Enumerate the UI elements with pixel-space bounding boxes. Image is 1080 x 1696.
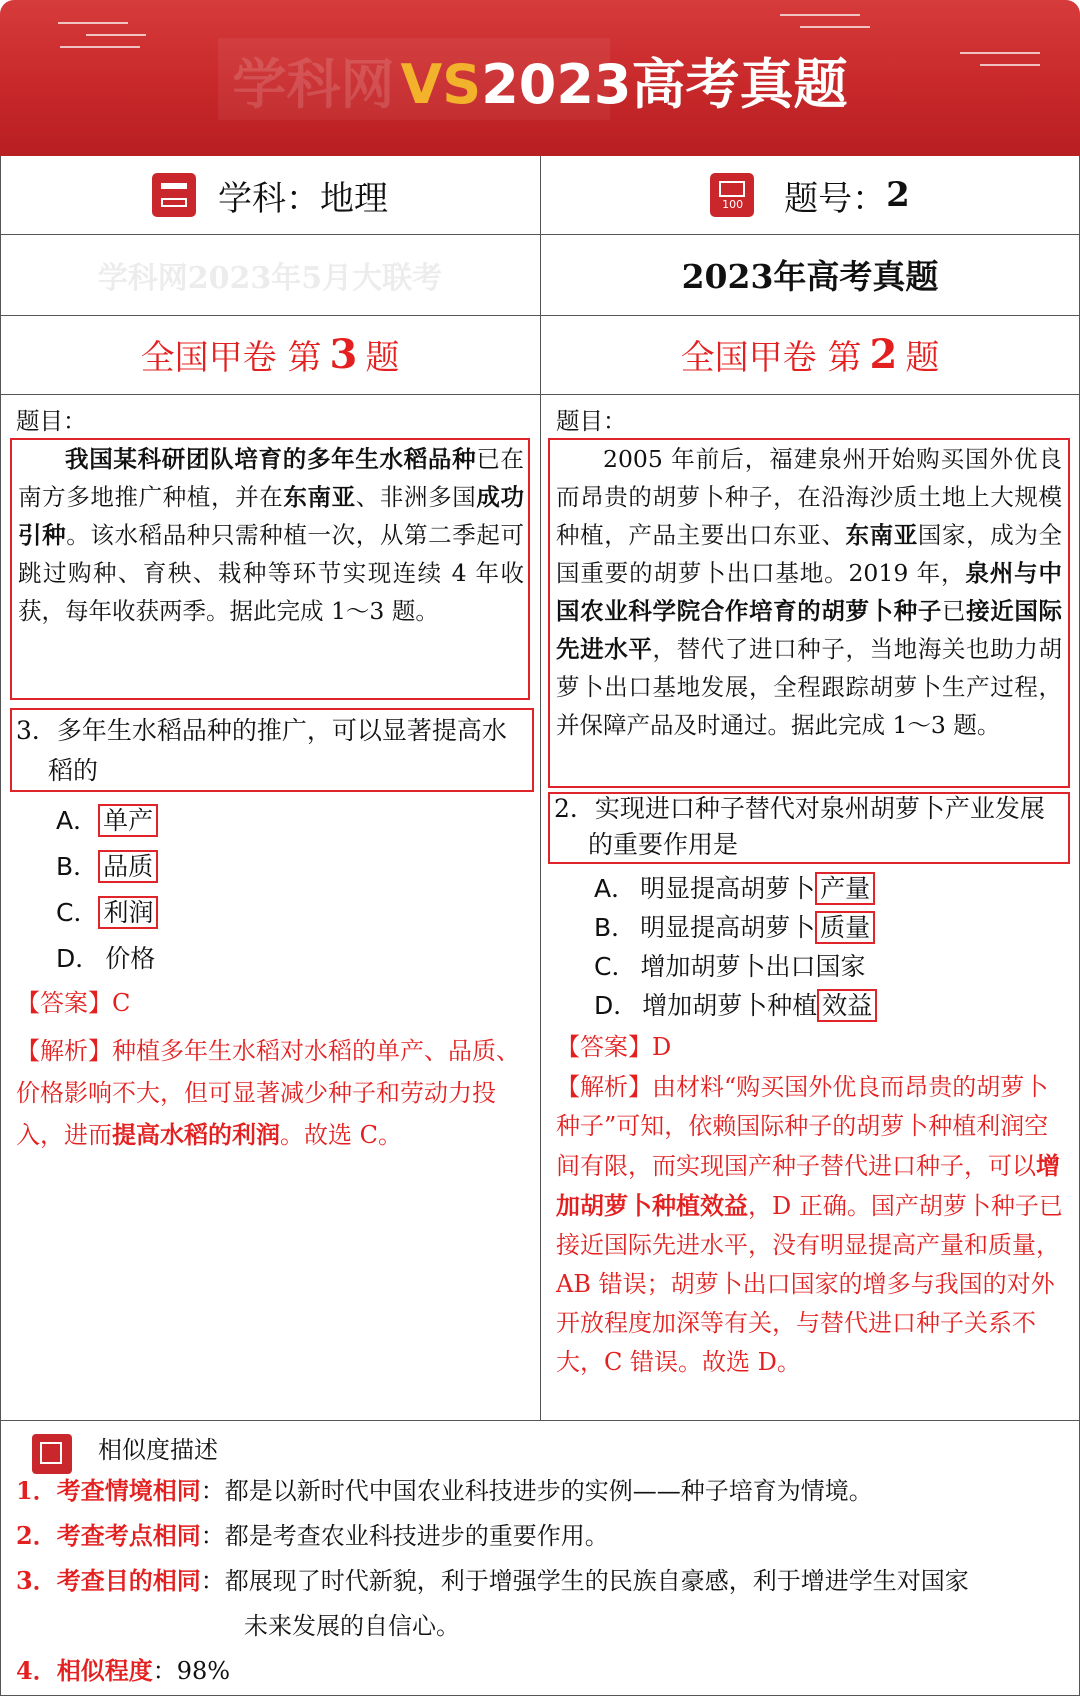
left-question-line1: 3．多年生水稻品种的推广，可以显著提高水	[16, 716, 507, 745]
subject-label: 学科：	[218, 178, 320, 219]
left-paper-number: 3	[329, 331, 358, 378]
left-option-b: B． 品质	[56, 848, 158, 886]
left-passage: 我国某科研团队培育的多年生水稻品种已在南方多地推广种植，并在东南亚、非洲多国成功引种。该水稻品种只需种植一次，从第二季起可跳过购种、育秧、栽种等环节实现连续 4 年收获，每年收获两季。据此完成 1～3 题。	[18, 445, 525, 625]
similarity-item: 2．考查考点相同：都是考查农业科技进步的重要作用。	[16, 1521, 609, 1550]
left-question-line2: 稻的	[48, 756, 99, 785]
left-paper-title	[0, 315, 540, 394]
similarity-item: 4．相似程度：98%	[16, 1656, 231, 1685]
book-icon	[152, 173, 196, 217]
similarity-item: 1．考查情境相同：都是以新时代中国农业科技进步的实例——种子培育为情境。	[16, 1476, 873, 1505]
left-paper-suffix: 题	[365, 338, 400, 378]
right-paper-number: 2	[869, 331, 898, 378]
right-paper-title	[540, 315, 1080, 394]
right-option-a: A． 明显提高胡萝卜 产量	[594, 870, 875, 908]
banner-main-title: 2023高考真题	[481, 53, 848, 116]
similarity-item: 3．考查目的相同：都展现了时代新貌，利于增强学生的民族自豪感，利于增进学生对国家	[16, 1566, 969, 1595]
left-option-d: D． 价格	[56, 944, 156, 973]
left-question-label: 题目：	[16, 407, 87, 435]
cloud-decoration	[58, 22, 128, 24]
header-banner	[0, 0, 1080, 156]
banner-vs: VS	[400, 53, 482, 116]
left-option-c: C． 利润	[56, 894, 158, 932]
right-question-line1: 2．实现进口种子替代对泉州胡萝卜产业发展	[554, 794, 1045, 823]
right-passage: 2005 年前后，福建泉州开始购买国外优良而昂贵的胡萝卜种子，在沿海沙质土地上大规模种植，产品主要出口东亚、东南亚国家，成为全国重要的胡萝卜出口基地。2019 年，泉州与中国农业科学院合作培育的胡萝卜种子已接近国际先进水平，替代了进口种子，当地海关也助力胡萝卜出口基地发展，全程跟踪胡萝卜生产过程，并保障产品及时通过。据此完成 1～3 题。	[556, 445, 1062, 739]
right-option-c: C． 增加胡萝卜出口国家	[594, 952, 866, 981]
similarity-title: 相似度描述	[98, 1436, 218, 1464]
banner-title	[0, 42, 1080, 119]
right-paper-prefix: 全国甲卷 第	[680, 338, 862, 378]
question-number-cell	[540, 156, 1080, 234]
left-option-a: A． 单产	[56, 802, 158, 840]
right-analysis: 【解析】由材料“购买国外优良而昂贵的胡萝卜种子”可知，依赖国际种子的胡萝卜种植利润空间有限，而实现国产种子替代进口种子，可以增加胡萝卜种植效益，D 正确。国产胡萝卜种子已接近国际先进水平，没有明显提高产量和质量，AB 错误；胡萝卜出口国家的增多与我国的对外开放程度加深等有关，与替代进口种子关系不大，C 错误。故选 D。	[556, 1073, 1063, 1376]
right-question-line2: 的重要作用是	[588, 830, 739, 859]
left-paper-prefix: 全国甲卷 第	[140, 338, 322, 378]
subject-cell	[0, 156, 540, 234]
qnum-value: 2	[886, 175, 910, 215]
right-option-b: B． 明显提高胡萝卜 质量	[594, 909, 875, 947]
cloud-decoration	[780, 14, 860, 16]
similarity-item-continued: 未来发展的自信心。	[244, 1612, 460, 1640]
right-source: 2023年高考真题	[681, 257, 939, 296]
left-answer: 【答案】C	[16, 989, 131, 1017]
subject-value: 地理	[320, 178, 388, 219]
right-question-label: 题目：	[556, 407, 627, 435]
left-analysis: 【解析】种植多年生水稻对水稻的单产、品质、价格影响不大，但可显著减少种子和劳动力投入，进而提高水稻的利润。故选 C。	[16, 1037, 520, 1149]
qnum-label: 题号：	[784, 178, 887, 219]
right-option-d: D． 增加胡萝卜种植 效益	[594, 987, 877, 1025]
left-source: 学科网2023年5月大联考	[97, 260, 443, 296]
calendar-icon: 100	[710, 173, 754, 217]
right-paper-suffix: 题	[905, 338, 940, 378]
banner-ghost-text: 学科网	[232, 53, 395, 116]
document-icon	[32, 1434, 72, 1474]
right-answer: 【答案】D	[556, 1033, 672, 1061]
